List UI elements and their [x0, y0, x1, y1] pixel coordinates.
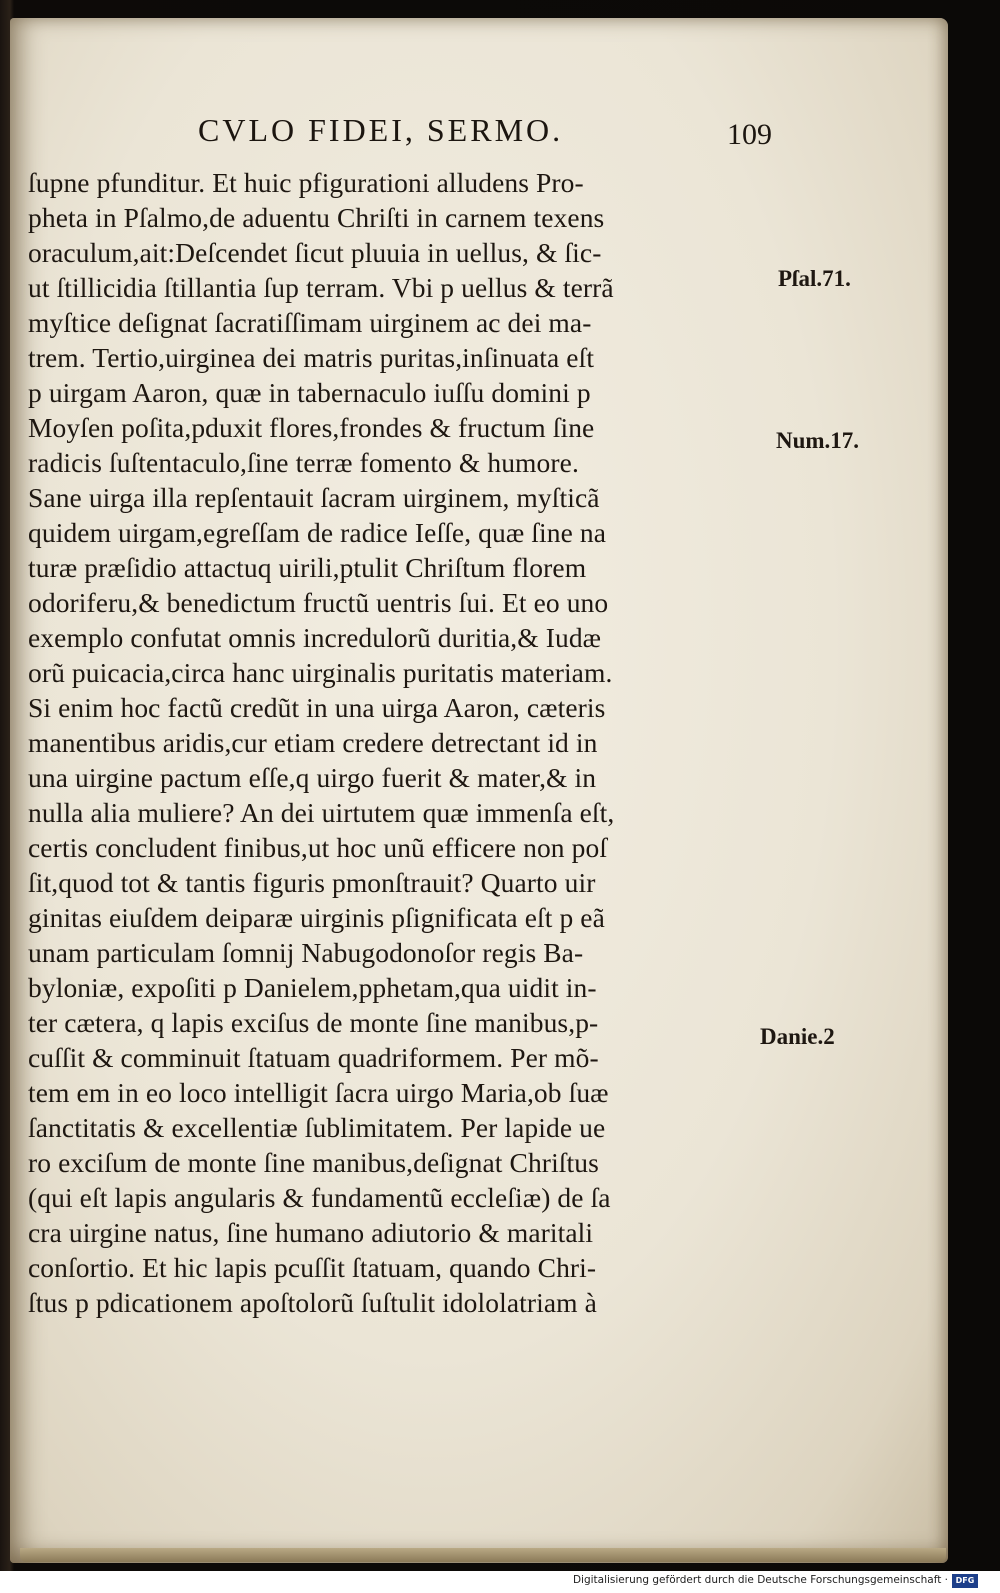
text-line: ter cætera, q lapis exciſus de monte ſine manibus,p- — [28, 1007, 599, 1038]
text-line: ro exciſum de monte ſine manibus,deſignat Chriſtus — [28, 1147, 599, 1178]
text-line: ut ſtillicidia ſtillantia ſup terram. Vbi p uellus & terrã — [28, 272, 614, 303]
text-line: pheta in Pſalmo,de aduentu Chriſti in carnem texens — [28, 202, 605, 233]
text-line: conſortio. Et hic lapis pcuſſit ſtatuam, quando Chri- — [28, 1252, 597, 1283]
text-line: ſupne pfunditur. Et huic pfigurationi alludens Pro- — [28, 167, 584, 198]
text-line: certis concludent finibus,ut hoc unũ efficere non poſ — [28, 832, 608, 863]
text-line: (qui eſt lapis angularis & fundamentũ eccleſiæ) de ſa — [28, 1182, 611, 1213]
running-head: CVLO FIDEI, SERMO. — [198, 112, 564, 148]
text-line: orũ puicacia,circa hanc uirginalis puritatis materiam. — [28, 657, 613, 688]
text-line: una uirgine pactum eſſe,q uirgo fuerit & mater,& in — [28, 762, 597, 793]
body-text — [28, 165, 773, 1320]
text-line: ſtus p pdicationem apoſtolorũ ſuſtulit idololatriam à — [28, 1287, 597, 1318]
text-line: myſtice deſignat ſacratiſſimam uirginem ac dei ma- — [28, 307, 592, 338]
text-line: byloniæ, expoſiti p Danielem,pphetam,qua uidit in- — [28, 972, 597, 1003]
text-line: manentibus aridis,cur etiam credere detrectant id in — [28, 727, 598, 758]
marginal-note-psalm: Pſal.71. — [778, 266, 851, 291]
text-line: ſit,quod tot & tantis figuris pmonſtrauit? Quarto uir — [28, 867, 596, 898]
marginal-note-numbers: Num.17. — [776, 428, 860, 453]
text-line: unam particulam ſomnij Nabugodonoſor regis Ba- — [28, 937, 584, 968]
text-line: exemplo confutat omnis incredulorũ duritia,& Iudæ — [28, 622, 602, 653]
text-line: ginitas eiuſdem deiparæ uirginis pſignificata eſt p eã — [28, 902, 605, 933]
text-line: Si enim hoc factũ credũt in una uirga Aaron, cæteris — [28, 692, 606, 723]
text-line: odoriferu,& benedictum fructũ uentris ſui. Et eo uno — [28, 587, 609, 618]
marginal-note-daniel: Danie.2 — [760, 1024, 835, 1049]
text-line: ſanctitatis & excellentiæ ſublimitatem. Per lapide ue — [28, 1112, 606, 1143]
page-number: 109 — [727, 118, 772, 151]
funding-credit: Digitalisierung gefördert durch die Deutsche Forschungsgemeinschaft · — [572, 1574, 948, 1586]
text-line: turæ præſidio attactuq uirili,ptulit Chriſtum florem — [28, 552, 587, 583]
text-line: Sane uirga illa repſentauit ſacram uirginem, myſticã — [28, 482, 600, 513]
text-line: tem em in eo loco intelligit ſacra uirgo Maria,ob ſuæ — [28, 1077, 609, 1108]
page-edge — [20, 1548, 946, 1562]
text-line: oraculum,ait:Deſcendet ſicut pluuia in uellus, & ſic- — [28, 237, 602, 268]
text-line: quidem uirgam,egreſſam de radice Ieſſe, quæ ſine na — [28, 517, 607, 548]
text-line: p uirgam Aaron, quæ in tabernaculo iuſſu domini p — [28, 377, 591, 408]
text-line: trem. Tertio,uirginea dei matris puritas,inſinuata eſt — [28, 342, 595, 373]
text-line: cra uirgine natus, ſine humano adiutorio & maritali — [28, 1217, 594, 1248]
text-line: Moyſen poſita,pduxit flores,frondes & fructum ſine — [28, 412, 595, 443]
text-line: cuſſit & comminuit ſtatuam quadriformem. Per mõ- — [28, 1042, 599, 1073]
dfg-logo-icon: DFG — [952, 1574, 978, 1588]
text-line: nulla alia muliere? An dei uirtutem quæ immenſa eſt, — [28, 797, 615, 828]
text-line: radicis ſuſtentaculo,ſine terræ fomento & humore. — [28, 447, 579, 478]
